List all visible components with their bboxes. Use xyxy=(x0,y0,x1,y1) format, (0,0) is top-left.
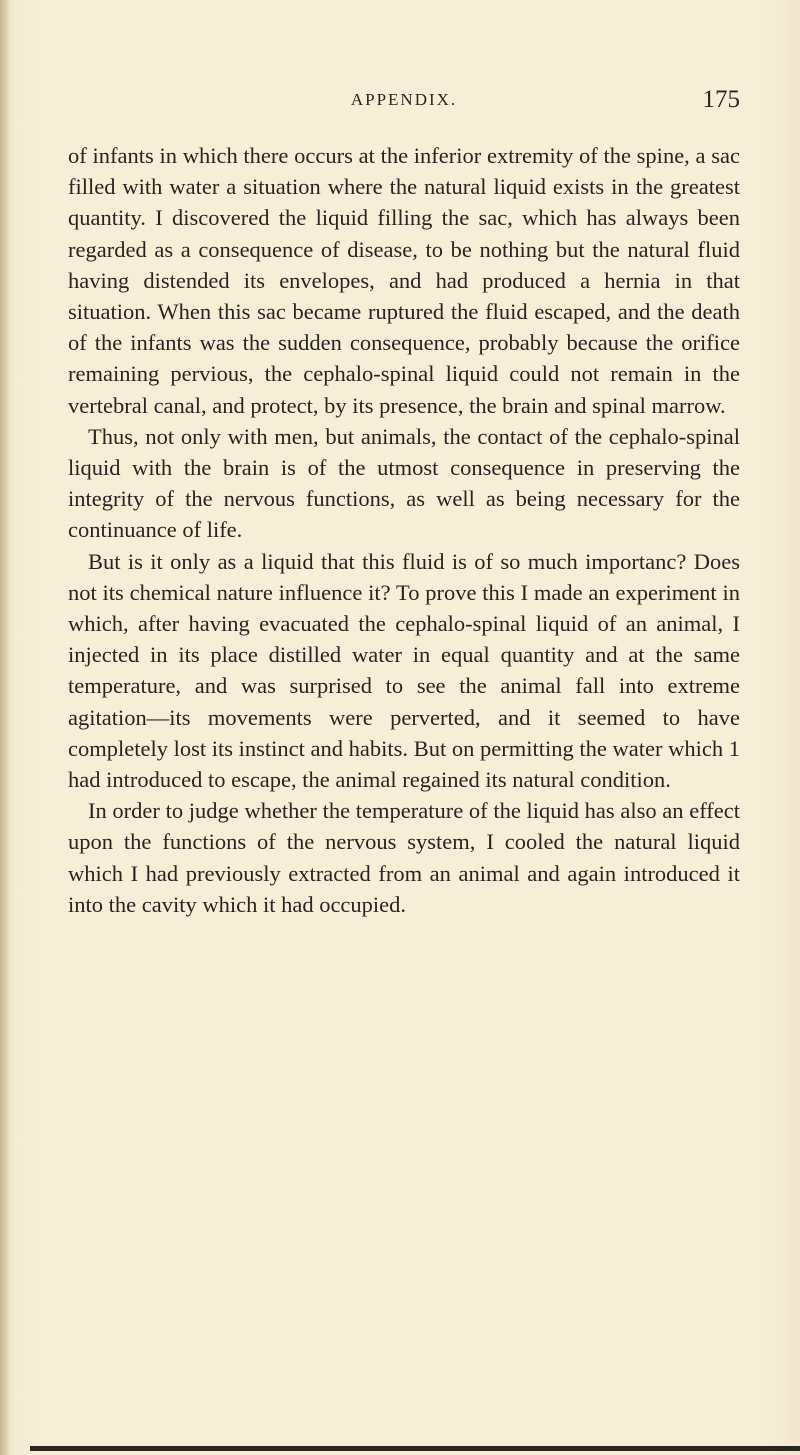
binding-gutter xyxy=(0,0,10,1455)
paragraph: Thus, not only with men, but animals, the contact of the cephalo-spinal liquid with the brain is of the utmost consequence in preserving the integrity of the nervous functions, as well as being necessary for the continuance of life. xyxy=(68,423,740,543)
body-text xyxy=(68,140,740,920)
paragraph: of infants in which there occurs at the inferior extremity of the spine, a sac filled with water a situation where the natural liquid exists in the greatest quantity. I discovered the liquid filling the sac, which has always been regarded as a consequence of disease, to be nothing but the natural fluid having distended its envelopes, and had produced a hernia in that situation. When this sac became ruptured the fluid escaped, and the death of the infants was the sudden consequence, probably because the orifice remaining pervious, the cephalo-spinal liquid could not remain in the vertebral canal, and protect, by its presence, the brain and spinal marrow. xyxy=(68,143,740,418)
page-number: 175 xyxy=(702,86,740,113)
paragraph: But is it only as a liquid that this fluid is of so much importanc? Does not its chemical nature influence it? To prove this I made an experiment in which, after having evacuated the cephalo-spinal liquid of an animal, I injected in its place distilled water in equal quantity and at the same temperature, and was surprised to see the animal fall into extreme agitation—its movements were perverted, and it seemed to have completely lost its instinct and habits. But on permitting the water which 1 had introduced to escape, the animal regained its natural condition. xyxy=(68,548,740,793)
bottom-edge-rule xyxy=(30,1446,800,1451)
paragraph: In order to judge whether the temperature of the liquid has also an effect upon the functions of the nervous system, I cooled the natural liquid which I had previously extracted from an animal and again introduced it into the cavity which it had occupied. xyxy=(68,798,740,917)
running-title: APPENDIX. xyxy=(350,90,458,109)
running-head xyxy=(68,86,740,116)
